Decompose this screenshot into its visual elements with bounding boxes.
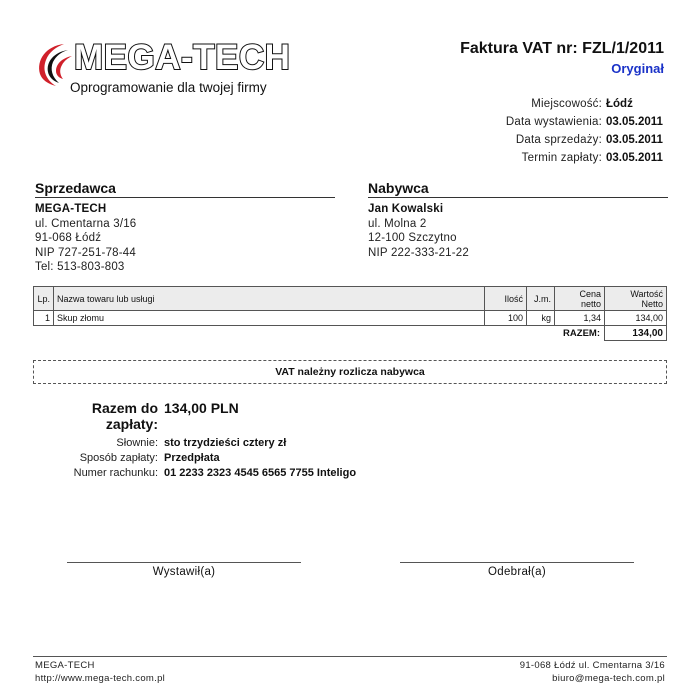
cell-value: 134,00 <box>605 311 667 326</box>
buyer-street: ul. Molna 2 <box>368 217 427 230</box>
meta-due-date <box>506 149 664 167</box>
items-table <box>33 286 667 341</box>
payment-method-value: Przedpłata <box>164 452 220 464</box>
signature-label-issued: Wystawił(a) <box>152 566 216 578</box>
footer-email: biuro@mega-tech.com.pl <box>552 673 665 684</box>
buyer-nip: NIP 222-333-21-22 <box>368 246 470 259</box>
table-total-row <box>34 326 667 341</box>
col-name: Nazwa towaru lub usługi <box>54 287 485 311</box>
footer-divider <box>33 656 667 657</box>
col-price-line2: netto <box>580 298 601 309</box>
signature-line-received <box>400 562 634 563</box>
payment-summary <box>36 400 356 482</box>
table-header-row <box>34 287 667 311</box>
meta-due-value: 03.05.2011 <box>606 152 663 164</box>
seller-name: MEGA-TECH <box>35 203 107 215</box>
invoice-copy-type: Oryginał <box>611 61 664 76</box>
meta-issue-date <box>506 113 664 131</box>
footer-website: http://www.mega-tech.com.pl <box>35 673 166 684</box>
footer-address: 91-068 Łódź ul. Cmentarna 3/16 <box>519 660 665 671</box>
meta-place-value: Łódź <box>606 98 633 110</box>
cell-lp: 1 <box>34 311 54 326</box>
col-value-line1: Wartość <box>630 288 663 299</box>
payment-account-label: Numer rachunku: <box>73 467 158 479</box>
seller-heading: Sprzedawca <box>35 180 335 198</box>
buyer-details <box>368 202 469 260</box>
payment-total-value: 134,00 PLN <box>164 400 239 416</box>
logo-tagline: Oprogramowanie dla twojej firmy <box>70 80 267 95</box>
signature-line-issued <box>67 562 301 563</box>
payment-account <box>36 467 356 479</box>
seller-details <box>35 202 136 275</box>
meta-due-label: Termin zapłaty: <box>521 152 602 164</box>
payment-account-value: 01 2233 2323 4545 6565 7755 Inteligo <box>164 467 357 479</box>
payment-total-label: Razem do zapłaty: <box>91 400 158 432</box>
buyer-city: 12-100 Szczytno <box>368 232 457 244</box>
logo-name: MEGA-TECH <box>74 38 291 77</box>
payment-method <box>36 452 356 464</box>
meta-issue-label: Data wystawienia: <box>505 116 602 128</box>
meta-sale-date <box>506 131 664 149</box>
seller-city: 91-068 Łódź <box>35 232 102 244</box>
cell-name: Skup złomu <box>54 311 485 326</box>
col-price-line1: Cena <box>579 288 601 299</box>
col-value <box>605 287 667 311</box>
payment-words <box>36 437 356 449</box>
meta-place-label: Miejscowość: <box>531 98 602 110</box>
swoosh-logo-icon <box>34 40 74 88</box>
total-value: 134,00 <box>605 326 667 341</box>
table-row <box>34 311 667 326</box>
payment-words-label: Słownie: <box>116 437 158 449</box>
buyer-name: Jan Kowalski <box>368 203 444 215</box>
payment-total <box>36 400 356 432</box>
vat-note: VAT należny rozlicza nabywca <box>33 360 667 384</box>
col-value-line2: Netto <box>641 298 663 309</box>
footer-right <box>520 659 665 685</box>
seller-phone: Tel: 513-803-803 <box>35 261 125 273</box>
footer-company: MEGA-TECH <box>35 660 95 671</box>
meta-sale-value: 03.05.2011 <box>606 134 663 146</box>
signature-label-received: Odebrał(a) <box>488 566 546 578</box>
buyer-heading: Nabywca <box>368 180 668 198</box>
invoice-title: Faktura VAT nr: FZL/1/2011 <box>460 40 664 57</box>
col-unit: J.m. <box>527 287 555 311</box>
meta-issue-value: 03.05.2011 <box>606 116 663 128</box>
cell-qty: 100 <box>485 311 527 326</box>
seller-street: ul. Cmentarna 3/16 <box>35 217 137 230</box>
col-lp: Lp. <box>34 287 54 311</box>
total-label: RAZEM: <box>563 327 600 339</box>
cell-price: 1,34 <box>555 311 605 326</box>
company-logo <box>34 38 304 98</box>
invoice-meta <box>506 95 664 167</box>
meta-place <box>506 95 664 113</box>
payment-method-label: Sposób zapłaty: <box>79 452 158 464</box>
payment-words-value: sto trzydzieści cztery zł <box>164 437 287 449</box>
seller-nip: NIP 727-251-78-44 <box>35 246 137 259</box>
col-qty: Ilość <box>485 287 527 311</box>
cell-unit: kg <box>527 311 555 326</box>
col-price <box>555 287 605 311</box>
footer-left <box>35 659 165 685</box>
meta-sale-label: Data sprzedaży: <box>515 134 602 146</box>
